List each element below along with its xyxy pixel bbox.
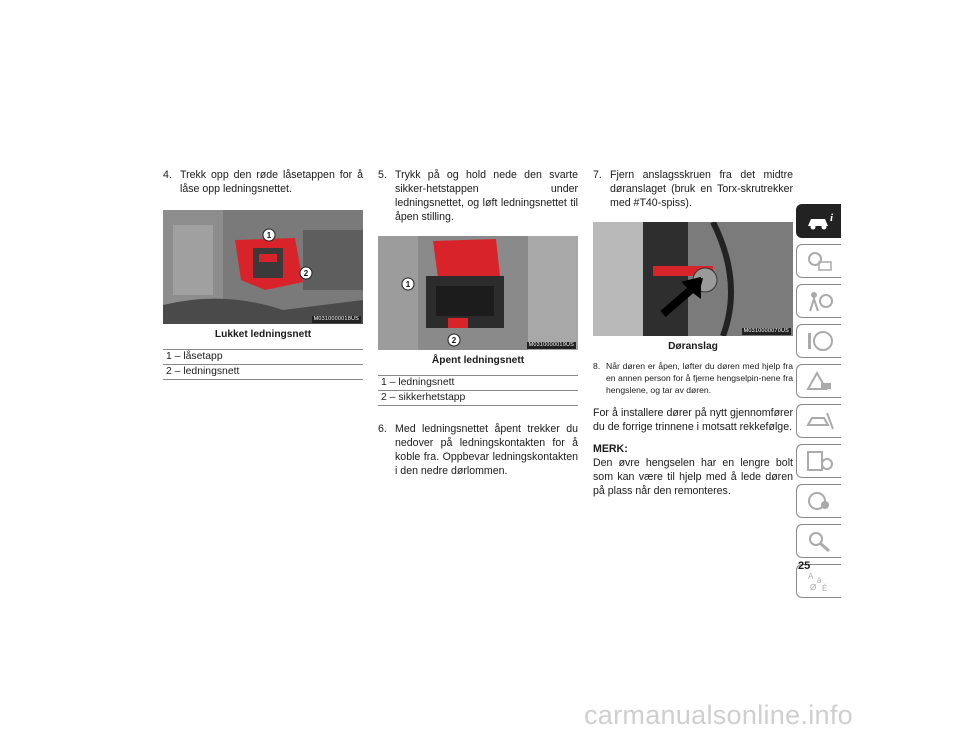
tab-emergency[interactable] [796, 364, 841, 398]
dashboard-icon [805, 249, 835, 273]
legend-row: 2 – ledningsnett [163, 365, 363, 380]
figure-door-stop [593, 222, 793, 336]
watermark: carmanualsonline.info [584, 700, 853, 730]
callout-2: 2 [451, 336, 457, 345]
svg-text:Ø: Ø [810, 583, 817, 592]
tab-specifications[interactable] [796, 444, 841, 478]
step-8 [593, 360, 793, 396]
figure-caption: Åpent ledningsnett [431, 355, 525, 366]
legend-table [163, 349, 363, 380]
specs-icon [805, 449, 835, 473]
step-5 [378, 168, 578, 224]
column-3 [593, 168, 793, 498]
tab-multimedia[interactable] [796, 484, 841, 518]
figure-open-harness [378, 236, 578, 350]
step-number: 7. [593, 169, 602, 181]
step-text: Med ledningsnettet åpent trekker du nedover på ledningskontakten for å koble fra. Oppbevar ledningskontakten i den nedre dørlommen. [395, 423, 578, 477]
figure-caption: Lukket ledningsnett [214, 329, 312, 340]
step-6 [378, 422, 578, 478]
service-icon [805, 409, 835, 433]
search-icon [805, 529, 835, 553]
note-text: Den øvre hengselen har en lengre bolt som kan være til hjelp med å lede døren på plass når den remonteres. [593, 457, 793, 497]
step-text: Trekk opp den røde låsetappen for å låse opp ledningsnettet. [180, 169, 363, 195]
svg-text:É: É [822, 584, 828, 593]
callout-1: 1 [266, 231, 272, 240]
step-text: Fjern anslagsskruen fra det midtre døranslaget (bruk en Torx-skrutrekker med #T40-spiss). [610, 169, 793, 209]
page-number: 25 [798, 560, 811, 572]
language-icon [805, 569, 835, 593]
tab-safety[interactable] [796, 284, 841, 318]
callout-2: 2 [303, 269, 309, 278]
figure-code: M0310000070US [743, 328, 789, 334]
step-7 [593, 168, 793, 210]
step-text: Trykk på og hold nede den svarte sikker-hetstappen under ledningsnettet, og løft ledningsnettet til åpen stilling. [395, 169, 578, 223]
legend-row: 2 – sikkerhetstapp [378, 391, 578, 406]
chapter-tabs [796, 204, 841, 604]
svg-text:ä: ä [817, 576, 822, 585]
harness-open-photo [378, 236, 578, 350]
tab-dashboard[interactable] [796, 244, 841, 278]
legend-row: 1 – ledningsnett [378, 376, 578, 391]
note-block [593, 442, 793, 498]
warning-icon [805, 369, 835, 393]
figure-code: M0310000018US [313, 316, 359, 322]
column-1 [163, 168, 363, 380]
figure-caption: Døranslag [668, 341, 718, 352]
step-text: Når døren er åpen, løfter du døren med hjelp fra en annen person for å fjerne hengselpin-nene fra hengslene, og tar av døren. [606, 361, 793, 395]
safety-icon [805, 289, 835, 313]
legend-row: 1 – låsetapp [163, 350, 363, 365]
door-stop-photo [593, 222, 793, 336]
svg-text:i: i [830, 212, 834, 224]
column-2 [378, 168, 578, 478]
tab-car-info[interactable] [796, 204, 841, 238]
figure-code: M0310000019US [528, 342, 574, 348]
legend-table [378, 375, 578, 406]
step-number: 5. [378, 169, 387, 181]
svg-text:A: A [808, 572, 814, 581]
steering-icon [805, 329, 835, 353]
step-4 [163, 168, 363, 196]
multimedia-icon [805, 489, 835, 513]
step-number: 8. [593, 361, 601, 371]
note-label: MERK: [593, 443, 628, 455]
callout-1: 1 [405, 280, 411, 289]
harness-closed-photo [163, 210, 363, 324]
install-paragraph: For å installere dører på nytt gjennomfører du de forrige trinnene i motsatt rekkefølge. [593, 407, 793, 433]
tab-starting-driving[interactable] [796, 324, 841, 358]
figure-closed-harness [163, 210, 363, 324]
step-number: 4. [163, 169, 172, 181]
car-info-icon [805, 209, 835, 233]
step-number: 6. [378, 423, 387, 435]
tab-service[interactable] [796, 404, 841, 438]
tab-index[interactable] [796, 524, 841, 558]
